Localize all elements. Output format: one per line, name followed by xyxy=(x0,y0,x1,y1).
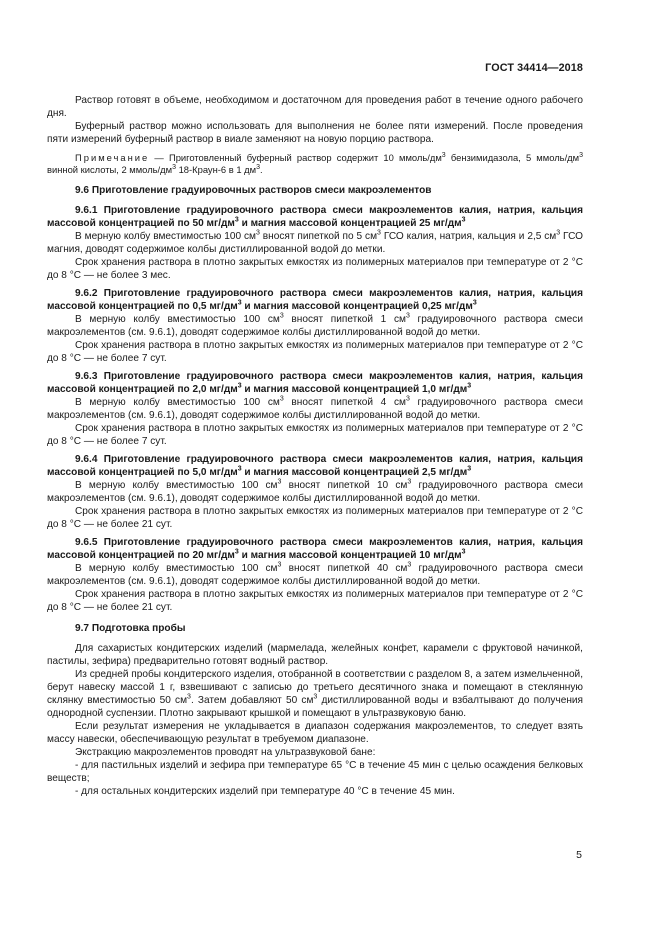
subsection-heading: 9.6.2 Приготовление градуировочного раствора смеси макроэлементов калия, натрия, кальция массовой концентрацией по 0,5 $мг/дм^3$ и магния массовой концентрацией 0,25 $мг/дм^3$ xyxy=(47,288,583,312)
body-paragraph: Раствор готовят в объеме, необходимом и достаточном для проведения работ в течение одного рабочего дня. xyxy=(47,95,583,119)
subsection-heading: 9.6.1 Приготовление градуировочного раствора смеси макроэлементов калия, натрия, кальция массовой концентрацией по 50 $мг/дм^3$ и магния массовой концентрацией 25 $мг/дм^3$ xyxy=(47,205,583,229)
document-code: ГОСТ 34414—2018 xyxy=(485,62,583,74)
body-paragraph: Если результат измерения не укладывается в диапазон содержания макроэлементов, то следует взять массу навески, обеспечивающую результат в требуемом диапазоне. xyxy=(47,721,583,745)
body-paragraph: - для пастильных изделий и зефира при температуре 65 °С в течение 45 мин с целью осаждения белковых веществ; xyxy=(47,760,583,784)
body-paragraph: Экстракцию макроэлементов проводят на ультразвуковой бане: xyxy=(75,747,376,758)
body-paragraph: Буферный раствор можно использовать для выполнения не более пяти измерений. После проведения пяти измерений буферный раствор в виале заменяют на новую порцию раствора. xyxy=(47,121,583,145)
body-paragraph: Срок хранения раствора в плотно закрытых емкостях из полимерных материалов при температуре от 2 °С до 8 °С — не более 21 сут. xyxy=(47,589,583,613)
section-heading: 9.6 Приготовление градуировочных растворов смеси макроэлементов xyxy=(75,185,432,196)
body-paragraph: Срок хранения раствора в плотно закрытых емкостях из полимерных материалов при температуре от 2 °С до 8 °С — не более 7 сут. xyxy=(47,423,583,447)
body-paragraph: Из средней пробы кондитерского изделия, отобранной в соответствии с разделом 8, а затем измельченной, берут навеску массой 1 г, взвешивают с записью до третьего десятичного знака и помещают в стеклянную склянку вместимостью 50 $см^3$. Затем добавляют 50 $см^3$ дистиллированной воды и взбалтывают до получения однородной суспензии. Плотно закрывают крышкой и помещают в ультразвуковую баню. xyxy=(47,669,583,719)
subsection-heading: 9.6.3 Приготовление градуировочного раствора смеси макроэлементов калия, натрия, кальция массовой концентрацией по 2,0 $мг/дм^3$ и магния массовой концентрацией 1,0 $мг/дм^3$ xyxy=(47,371,583,395)
body-paragraph: В мерную колбу вместимостью 100 $см^3$ вносят пипеткой по 5 $см^3$ ГСО калия, натрия, кальция и 2,5 $см^3$ ГСО магния, доводят содержимое колбы дистиллированной водой до метки. xyxy=(47,229,583,255)
note-paragraph: Примечание — Приготовленный буферный раствор содержит 10 ммоль/$дм^3$ бензимидазола, 5 ммоль/$дм^3$ винной кислоты, 2 ммоль/$дм^3$ 18-Краун-6 в 1 $дм^3$. xyxy=(47,151,583,175)
body-paragraph: Срок хранения раствора в плотно закрытых емкостях из полимерных материалов при температуре от 2 °С до 8 °С — не более 7 сут. xyxy=(47,340,583,364)
note-label: Примечание xyxy=(75,152,150,163)
body-paragraph: В мерную колбу вместимостью 100 $см^3$ вносят пипеткой 4 $см^3$ градуировочного раствора смеси макроэлементов (см. 9.6.1), доводят содержимое колбы дистиллированной водой до метки. xyxy=(47,395,583,421)
page-number: 5 xyxy=(576,849,582,861)
document-body xyxy=(47,94,583,798)
section-heading: 9.7 Подготовка пробы xyxy=(75,623,186,634)
body-paragraph: Для сахаристых кондитерских изделий (мармелада, желейных конфет, карамели с фруктовой начинкой, пастилы, зефира) предварительно готовят водный раствор. xyxy=(47,643,583,667)
subsection-heading: 9.6.5 Приготовление градуировочного раствора смеси макроэлементов калия, натрия, кальция массовой концентрацией по 20 $мг/дм^3$ и магния массовой концентрацией 10 $мг/дм^3$ xyxy=(47,537,583,561)
body-paragraph: В мерную колбу вместимостью 100 $см^3$ вносят пипеткой 10 $см^3$ градуировочного раствора смеси макроэлементов (см. 9.6.1), доводят содержимое колбы дистиллированной водой до метки. xyxy=(47,478,584,504)
body-paragraph: Срок хранения раствора в плотно закрытых емкостях из полимерных материалов при температуре от 2 °С до 8 °С — не более 3 мес. xyxy=(47,257,583,281)
body-paragraph: В мерную колбу вместимостью 100 $см^3$ вносят пипеткой 40 $см^3$ градуировочного раствора смеси макроэлементов (см. 9.6.1), доводят содержимое колбы дистиллированной водой до метки. xyxy=(47,561,584,587)
body-paragraph: - для остальных кондитерских изделий при температуре 40 °С в течение 45 мин. xyxy=(75,786,455,797)
subsection-heading: 9.6.4 Приготовление градуировочного раствора смеси макроэлементов калия, натрия, кальция массовой концентрацией по 5,0 $мг/дм^3$ и магния массовой концентрацией 2,5 $мг/дм^3$ xyxy=(47,454,583,478)
body-paragraph: Срок хранения раствора в плотно закрытых емкостях из полимерных материалов при температуре от 2 °С до 8 °С — не более 21 сут. xyxy=(47,506,583,530)
body-paragraph: В мерную колбу вместимостью 100 $см^3$ вносят пипеткой 1 $см^3$ градуировочного раствора смеси макроэлементов (см. 9.6.1), доводят содержимое колбы дистиллированной водой до метки. xyxy=(47,312,583,338)
